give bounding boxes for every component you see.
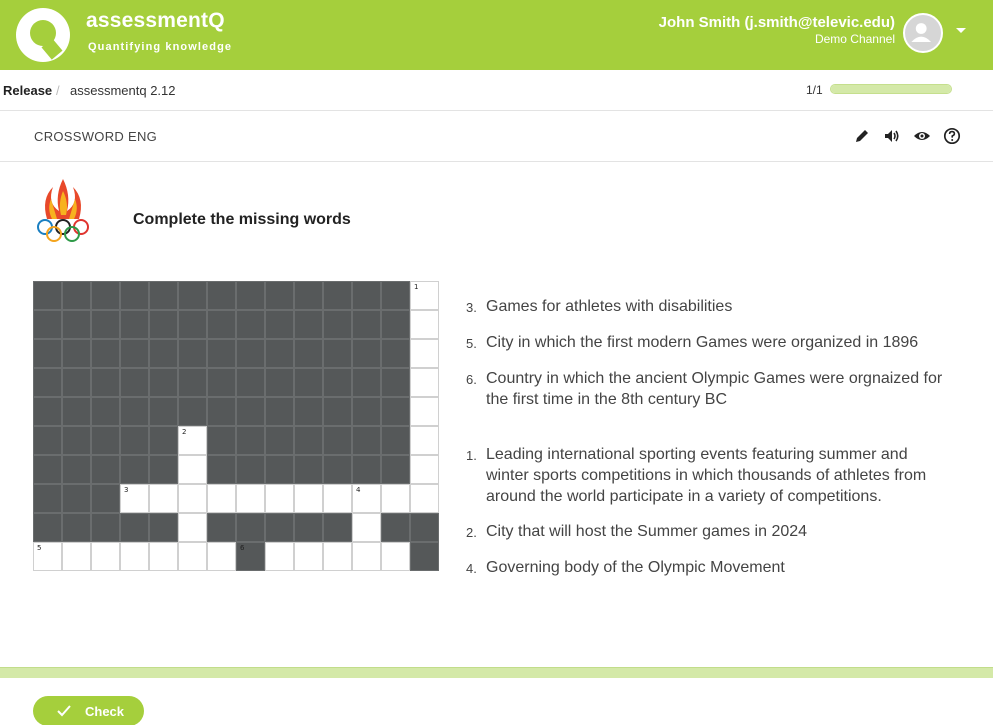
crossword-block — [62, 455, 91, 484]
crossword-block — [91, 310, 120, 339]
crossword-cell[interactable] — [352, 484, 381, 513]
crossword-block — [236, 339, 265, 368]
crossword-block — [352, 426, 381, 455]
crossword-block — [91, 339, 120, 368]
crossword-block — [323, 281, 352, 310]
crossword-block — [352, 397, 381, 426]
crossword-block — [323, 310, 352, 339]
clue-number: 2. — [466, 525, 477, 540]
crossword-block — [381, 339, 410, 368]
speaker-icon[interactable] — [883, 127, 901, 145]
crossword-cell[interactable] — [410, 455, 439, 484]
crossword-block — [381, 281, 410, 310]
crossword-block — [62, 281, 91, 310]
breadcrumb-bar — [0, 70, 993, 111]
crossword-cell[interactable] — [33, 542, 62, 571]
crossword-cell[interactable] — [294, 484, 323, 513]
crossword-cell[interactable] — [207, 484, 236, 513]
crossword-cell[interactable] — [410, 281, 439, 310]
crossword-block — [91, 513, 120, 542]
crossword-block — [33, 513, 62, 542]
crossword-cell[interactable] — [120, 542, 149, 571]
crossword-block — [294, 281, 323, 310]
eye-icon[interactable] — [913, 127, 931, 145]
crossword-block — [33, 339, 62, 368]
crossword-block — [207, 513, 236, 542]
crossword-block — [91, 281, 120, 310]
crossword-block — [120, 455, 149, 484]
chevron-down-icon[interactable] — [956, 28, 966, 33]
crossword-block — [236, 542, 265, 571]
crossword-block — [381, 426, 410, 455]
crossword-block — [265, 281, 294, 310]
crossword-block — [178, 339, 207, 368]
clue-across-3 — [466, 296, 946, 318]
crossword-block — [294, 310, 323, 339]
crossword-block — [352, 281, 381, 310]
crossword-block — [33, 281, 62, 310]
crossword-block — [294, 513, 323, 542]
pencil-icon[interactable] — [853, 127, 871, 145]
clue-text: City that will host the Summer games in 2024 — [486, 523, 808, 540]
crossword-block — [62, 484, 91, 513]
crossword-block — [91, 455, 120, 484]
clue-list — [466, 296, 946, 593]
crossword-cell[interactable] — [410, 397, 439, 426]
crossword-block — [265, 310, 294, 339]
crossword-block — [294, 368, 323, 397]
crossword-block — [178, 281, 207, 310]
crossword-block — [265, 426, 294, 455]
crossword-block — [33, 484, 62, 513]
crossword-cell[interactable] — [410, 310, 439, 339]
crossword-cell[interactable] — [265, 542, 294, 571]
crossword-block — [91, 484, 120, 513]
crossword-block — [91, 397, 120, 426]
crossword-block — [62, 513, 91, 542]
crossword-block — [323, 339, 352, 368]
crossword-block — [323, 426, 352, 455]
crossword-cell[interactable] — [149, 484, 178, 513]
crossword-cell[interactable] — [62, 542, 91, 571]
crossword-block — [294, 426, 323, 455]
crossword-block — [236, 397, 265, 426]
crossword-block — [381, 513, 410, 542]
crossword-block — [62, 397, 91, 426]
crossword-block — [236, 513, 265, 542]
progress-bar-fill — [831, 85, 951, 93]
clue-number: 6. — [466, 372, 477, 387]
crossword-block — [91, 368, 120, 397]
crossword-block — [294, 455, 323, 484]
check-button-label: Check — [85, 704, 125, 719]
crossword-block — [265, 339, 294, 368]
crossword-cell[interactable] — [178, 484, 207, 513]
footer-divider — [0, 667, 993, 678]
crossword-cell[interactable] — [352, 542, 381, 571]
crossword-cell[interactable] — [323, 484, 352, 513]
user-name[interactable]: John Smith (j.smith@televic.edu) — [658, 14, 895, 31]
crossword-cell[interactable] — [352, 513, 381, 542]
crossword-block — [207, 310, 236, 339]
clue-number: 1. — [466, 448, 477, 463]
crossword-cell[interactable] — [178, 542, 207, 571]
clue-text: City in which the first modern Games were organized in 1896 — [486, 334, 919, 351]
crossword-block — [410, 513, 439, 542]
crossword-block — [149, 281, 178, 310]
crossword-block — [294, 397, 323, 426]
crossword-block — [265, 368, 294, 397]
app-header — [0, 0, 993, 70]
breadcrumb-release[interactable]: Release — [3, 83, 53, 98]
crossword-block — [207, 281, 236, 310]
crossword-cell[interactable] — [323, 542, 352, 571]
crossword-block — [265, 513, 294, 542]
crossword-block — [149, 455, 178, 484]
crossword-block — [120, 397, 149, 426]
crossword-cell[interactable] — [381, 484, 410, 513]
crossword-block — [33, 426, 62, 455]
crossword-block — [149, 310, 178, 339]
crossword-block — [381, 455, 410, 484]
question-toolbar — [0, 111, 993, 162]
crossword-block — [207, 426, 236, 455]
clue-down-2 — [466, 521, 946, 543]
crossword-block — [207, 368, 236, 397]
crossword-block — [178, 397, 207, 426]
crossword-cell[interactable] — [265, 484, 294, 513]
crossword-block — [33, 455, 62, 484]
user-channel: Demo Channel — [814, 32, 895, 46]
crossword-block — [62, 368, 91, 397]
crossword-block — [120, 426, 149, 455]
crossword-block — [120, 368, 149, 397]
crossword-block — [381, 397, 410, 426]
crossword-cell[interactable] — [178, 455, 207, 484]
crossword-block — [410, 542, 439, 571]
help-icon[interactable] — [943, 127, 961, 145]
crossword-block — [149, 397, 178, 426]
progress-bar — [830, 84, 952, 94]
crossword-cell[interactable] — [410, 484, 439, 513]
crossword-block — [294, 339, 323, 368]
crossword-block — [178, 310, 207, 339]
progress-label: 1/1 — [806, 83, 823, 97]
question-instruction: Complete the missing words — [133, 211, 351, 228]
crossword-block — [62, 310, 91, 339]
assessmentq-logo-icon — [13, 5, 73, 65]
crossword-cell-number: 5 — [37, 544, 42, 552]
clue-across-6 — [466, 368, 946, 410]
crossword-cell[interactable] — [91, 542, 120, 571]
crossword-block — [207, 339, 236, 368]
clue-text: Leading international sporting events featuring summer and winter sports competitions in which thousands of athletes from around the world participate in a variety of competitions. — [486, 446, 927, 505]
clue-text: Games for athletes with disabilities — [486, 298, 733, 315]
crossword-block — [236, 368, 265, 397]
crossword-block — [265, 397, 294, 426]
crossword-block — [352, 339, 381, 368]
breadcrumb-assessment-name: assessmentq 2.12 — [70, 83, 176, 98]
crossword-cell[interactable] — [178, 426, 207, 455]
clue-number: 3. — [466, 300, 477, 315]
crossword-block — [120, 513, 149, 542]
clue-text: Governing body of the Olympic Movement — [486, 559, 785, 576]
crossword-block — [381, 310, 410, 339]
crossword-block — [120, 310, 149, 339]
crossword-block — [33, 397, 62, 426]
crossword-block — [120, 281, 149, 310]
crossword-cell[interactable] — [410, 339, 439, 368]
crossword-block — [352, 368, 381, 397]
brand-name: assessmentQ — [86, 9, 225, 32]
crossword-block — [178, 368, 207, 397]
crossword-block — [236, 281, 265, 310]
clue-across-5 — [466, 332, 946, 354]
crossword-cell-number: 1 — [414, 283, 419, 291]
crossword-block — [323, 513, 352, 542]
crossword-block — [207, 455, 236, 484]
crossword-cell[interactable] — [207, 542, 236, 571]
crossword-block — [149, 368, 178, 397]
crossword-block — [236, 426, 265, 455]
checkmark-icon — [56, 703, 72, 719]
crossword-block — [149, 339, 178, 368]
crossword-cell[interactable] — [381, 542, 410, 571]
crossword-cell[interactable] — [294, 542, 323, 571]
crossword-block — [323, 397, 352, 426]
crossword-cell[interactable] — [236, 484, 265, 513]
crossword-cell-number: 2 — [182, 428, 187, 436]
breadcrumb-separator: / — [56, 83, 60, 98]
check-button[interactable] — [33, 696, 144, 725]
clue-down-4 — [466, 557, 946, 579]
crossword-block — [323, 455, 352, 484]
clue-down-1 — [466, 444, 946, 507]
crossword-cell-number: 6 — [240, 544, 245, 552]
crossword-block — [236, 310, 265, 339]
crossword-block — [62, 426, 91, 455]
crossword-cell[interactable] — [410, 368, 439, 397]
clue-number: 4. — [466, 561, 477, 576]
crossword-block — [265, 455, 294, 484]
crossword-block — [120, 339, 149, 368]
crossword-grid — [33, 281, 440, 572]
question-title: CROSSWORD ENG — [34, 129, 158, 144]
crossword-cell[interactable] — [120, 484, 149, 513]
brand-tagline: Quantifying knowledge — [88, 41, 233, 53]
crossword-block — [323, 368, 352, 397]
crossword-block — [33, 310, 62, 339]
crossword-block — [207, 397, 236, 426]
crossword-block — [149, 513, 178, 542]
crossword-block — [91, 426, 120, 455]
crossword-cell-number: 3 — [124, 486, 129, 494]
crossword-block — [62, 339, 91, 368]
crossword-cell[interactable] — [149, 542, 178, 571]
user-icon — [905, 15, 941, 51]
clue-text: Country in which the ancient Olympic Games were orgnaized for the first time in the 8th century BC — [486, 370, 943, 408]
crossword-cell[interactable] — [410, 426, 439, 455]
crossword-block — [149, 426, 178, 455]
crossword-cell[interactable] — [178, 513, 207, 542]
crossword-block — [33, 368, 62, 397]
crossword-cell-number: 4 — [356, 486, 361, 494]
olympic-flame-image — [33, 177, 93, 247]
crossword-block — [236, 455, 265, 484]
clue-number: 5. — [466, 336, 477, 351]
avatar[interactable] — [903, 13, 943, 53]
crossword-block — [381, 368, 410, 397]
crossword-block — [352, 310, 381, 339]
crossword-block — [352, 455, 381, 484]
